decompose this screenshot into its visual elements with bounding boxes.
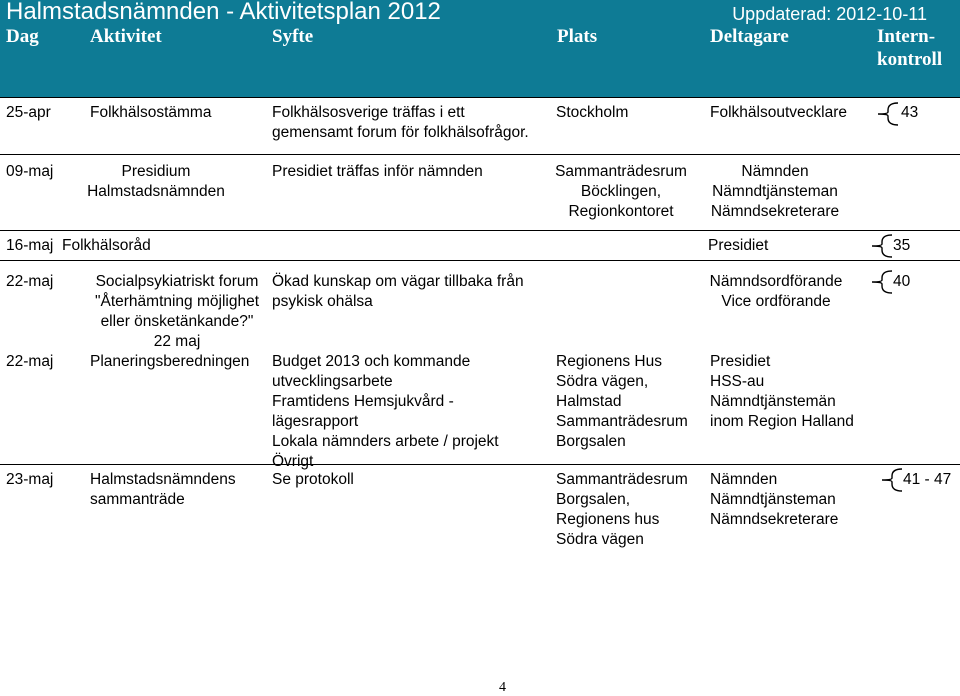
cell-syfte: Folkhälsosverige träffas i ett gemensamt forum för folkhälsofrågor. (272, 104, 529, 141)
cell-aktivitet: Planeringsberedningen (90, 353, 250, 370)
cell-deltagare: Presidiet HSS-au Nämndtjänstemän inom Region Halland (710, 353, 854, 430)
table-row (0, 230, 960, 261)
cell-dag: 22-maj (6, 353, 54, 370)
cell-deltagare: Nämnden Nämndtjänsteman Nämndsekreterare (710, 471, 839, 528)
cell-syfte: Ökad kunskap om vägar tillbaka från psykisk ohälsa (272, 273, 524, 310)
cell-deltagare: Nämnden Nämndtjänsteman Nämndsekreterare (710, 163, 840, 220)
header-banner (0, 0, 960, 97)
table-row (0, 351, 960, 470)
cell-aktivitet: Folkhälsostämma (90, 104, 212, 121)
cell-aktivitet: Socialpsykiatriskt forum "Återhämtning möjlighet eller önsketänkande?" 22 maj (94, 273, 260, 350)
cell-plats: Stockholm (556, 104, 629, 121)
table-row (0, 260, 960, 352)
cell-aktivitet: Presidium Halmstadsnämnden (87, 163, 225, 200)
cell-syfte: Budget 2013 och kommande utvecklingsarbete Framtidens Hemsjukvård - lägesrapport Lokala nämnders arbete / projekt Övrigt (272, 353, 499, 470)
cell-plats: Regionens Hus Södra vägen, Halmstad Sammanträdesrum Borgsalen (556, 353, 688, 450)
column-header-dag: Dag (6, 26, 39, 47)
column-header-deltagare: Deltagare (710, 26, 789, 47)
cell-aktivitet: Folkhälsoråd (62, 237, 151, 254)
brace-icon (866, 234, 894, 258)
column-header-syfte: Syfte (272, 26, 314, 47)
cell-dag: 25-apr (6, 104, 51, 121)
cell-deltagare: Presidiet (708, 237, 769, 254)
cell-deltagare: Nämndsordförande Vice ordförande (709, 273, 843, 310)
cell-dag: 22-maj (6, 273, 54, 290)
cell-aktivitet: Halmstadsnämndens sammanträde (90, 471, 236, 508)
cell-internkontroll: 40 (893, 273, 911, 290)
updated-date: Uppdaterad: 2012-10-11 (732, 4, 927, 24)
brace-icon (876, 468, 904, 492)
cell-deltagare: Folkhälsoutvecklare (710, 104, 847, 121)
cell-dag: 16-maj (6, 237, 54, 254)
table-row (0, 154, 960, 231)
cell-internkontroll: 41 - 47 (903, 471, 952, 488)
column-header-aktivitet: Aktivitet (90, 26, 162, 47)
brace-icon (872, 102, 900, 126)
cell-plats: Sammanträdesrum Böcklingen, Regionkontoret (555, 163, 687, 220)
column-header-internkontroll: Intern- kontroll (877, 26, 943, 70)
cell-plats: Sammanträdesrum Borgsalen, Regionens hus Södra vägen (556, 471, 688, 548)
table-row (0, 464, 960, 555)
table-row (0, 97, 960, 155)
cell-internkontroll: 35 (893, 237, 911, 254)
cell-syfte: Se protokoll (272, 471, 354, 488)
cell-dag: 23-maj (6, 471, 54, 488)
document-title: Halmstadsnämnden - Aktivitetsplan 2012 (6, 0, 441, 25)
brace-icon (866, 270, 894, 294)
column-header-plats: Plats (557, 26, 598, 47)
cell-internkontroll: 43 (901, 104, 919, 121)
page-number: 4 (499, 680, 506, 695)
cell-dag: 09-maj (6, 163, 54, 180)
cell-syfte: Presidiet träffas inför nämnden (272, 163, 483, 180)
